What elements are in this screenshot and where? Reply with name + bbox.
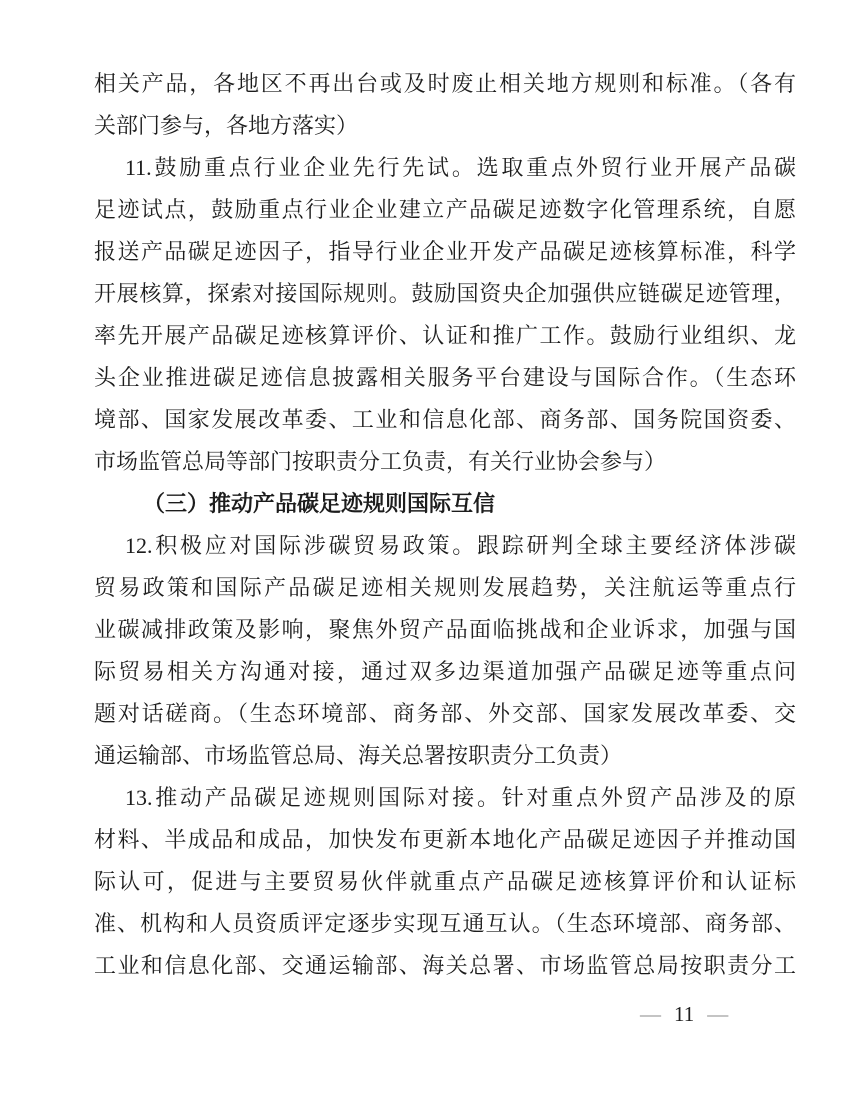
footer-dash-left: — <box>640 1002 661 1026</box>
text-line: 头企业推进碳足迹信息披露相关服务平台建设与国际合作。（生态环 <box>94 365 796 390</box>
section-heading <box>94 483 796 525</box>
text-line: 际认可，促进与主要贸易伙伴就重点产品碳足迹核算评价和认证标 <box>94 869 796 894</box>
text-line: 工业和信息化部、交通运输部、海关总署、市场监管总局按职责分工 <box>94 953 796 978</box>
paragraph <box>94 147 796 483</box>
text-line: 贸易政策和国际产品碳足迹相关规则发展趋势，关注航运等重点行 <box>94 575 796 600</box>
text-line: 11.鼓励重点行业企业先行先试。选取重点外贸行业开展产品碳 <box>125 155 796 180</box>
page-number: 11 <box>674 1002 695 1026</box>
document-body <box>94 63 796 987</box>
text-line: 足迹试点，鼓励重点行业企业建立产品碳足迹数字化管理系统，自愿 <box>94 197 796 222</box>
text-line: 开展核算，探索对接国际规则。鼓励国资央企加强供应链碳足迹管理， <box>94 281 796 306</box>
text-line: 相关产品，各地区不再出台或及时废止相关地方规则和标准。（各有 <box>94 71 796 96</box>
text-line: 通运输部、市场监管总局、海关总署按职责分工负责） <box>94 743 623 768</box>
text-line: 市场监管总局等部门按职责分工负责，有关行业协会参与） <box>94 449 667 474</box>
paragraph <box>94 525 796 777</box>
text-line: 准、机构和人员资质评定逐步实现互通互认。（生态环境部、商务部、 <box>94 911 796 936</box>
footer-dash-right: — <box>707 1002 729 1026</box>
paragraph <box>94 63 796 147</box>
text-line: 境部、国家发展改革委、工业和信息化部、商务部、国务院国资委、 <box>94 407 796 432</box>
page-footer <box>640 1000 750 1030</box>
text-line: 率先开展产品碳足迹核算评价、认证和推广工作。鼓励行业组织、龙 <box>94 323 796 348</box>
text-line: 业碳减排政策及影响，聚焦外贸产品面临挑战和企业诉求，加强与国 <box>94 617 796 642</box>
text-line: 材料、半成品和成品，加快发布更新本地化产品碳足迹因子并推动国 <box>94 827 796 852</box>
text-line: 关部门参与，各地方落实） <box>94 113 359 138</box>
text-line: 12.积极应对国际涉碳贸易政策。跟踪研判全球主要经济体涉碳 <box>125 533 796 558</box>
text-line: 题对话磋商。（生态环境部、商务部、外交部、国家发展改革委、交 <box>94 701 796 726</box>
paragraph <box>94 777 796 987</box>
section-heading-text: （三）推动产品碳足迹规则国际互信 <box>143 491 496 516</box>
text-line: 13.推动产品碳足迹规则国际对接。针对重点外贸产品涉及的原 <box>125 785 796 810</box>
text-line: 报送产品碳足迹因子，指导行业企业开发产品碳足迹核算标准，科学 <box>94 239 796 264</box>
text-line: 际贸易相关方沟通对接，通过双多边渠道加强产品碳足迹等重点问 <box>94 659 796 684</box>
